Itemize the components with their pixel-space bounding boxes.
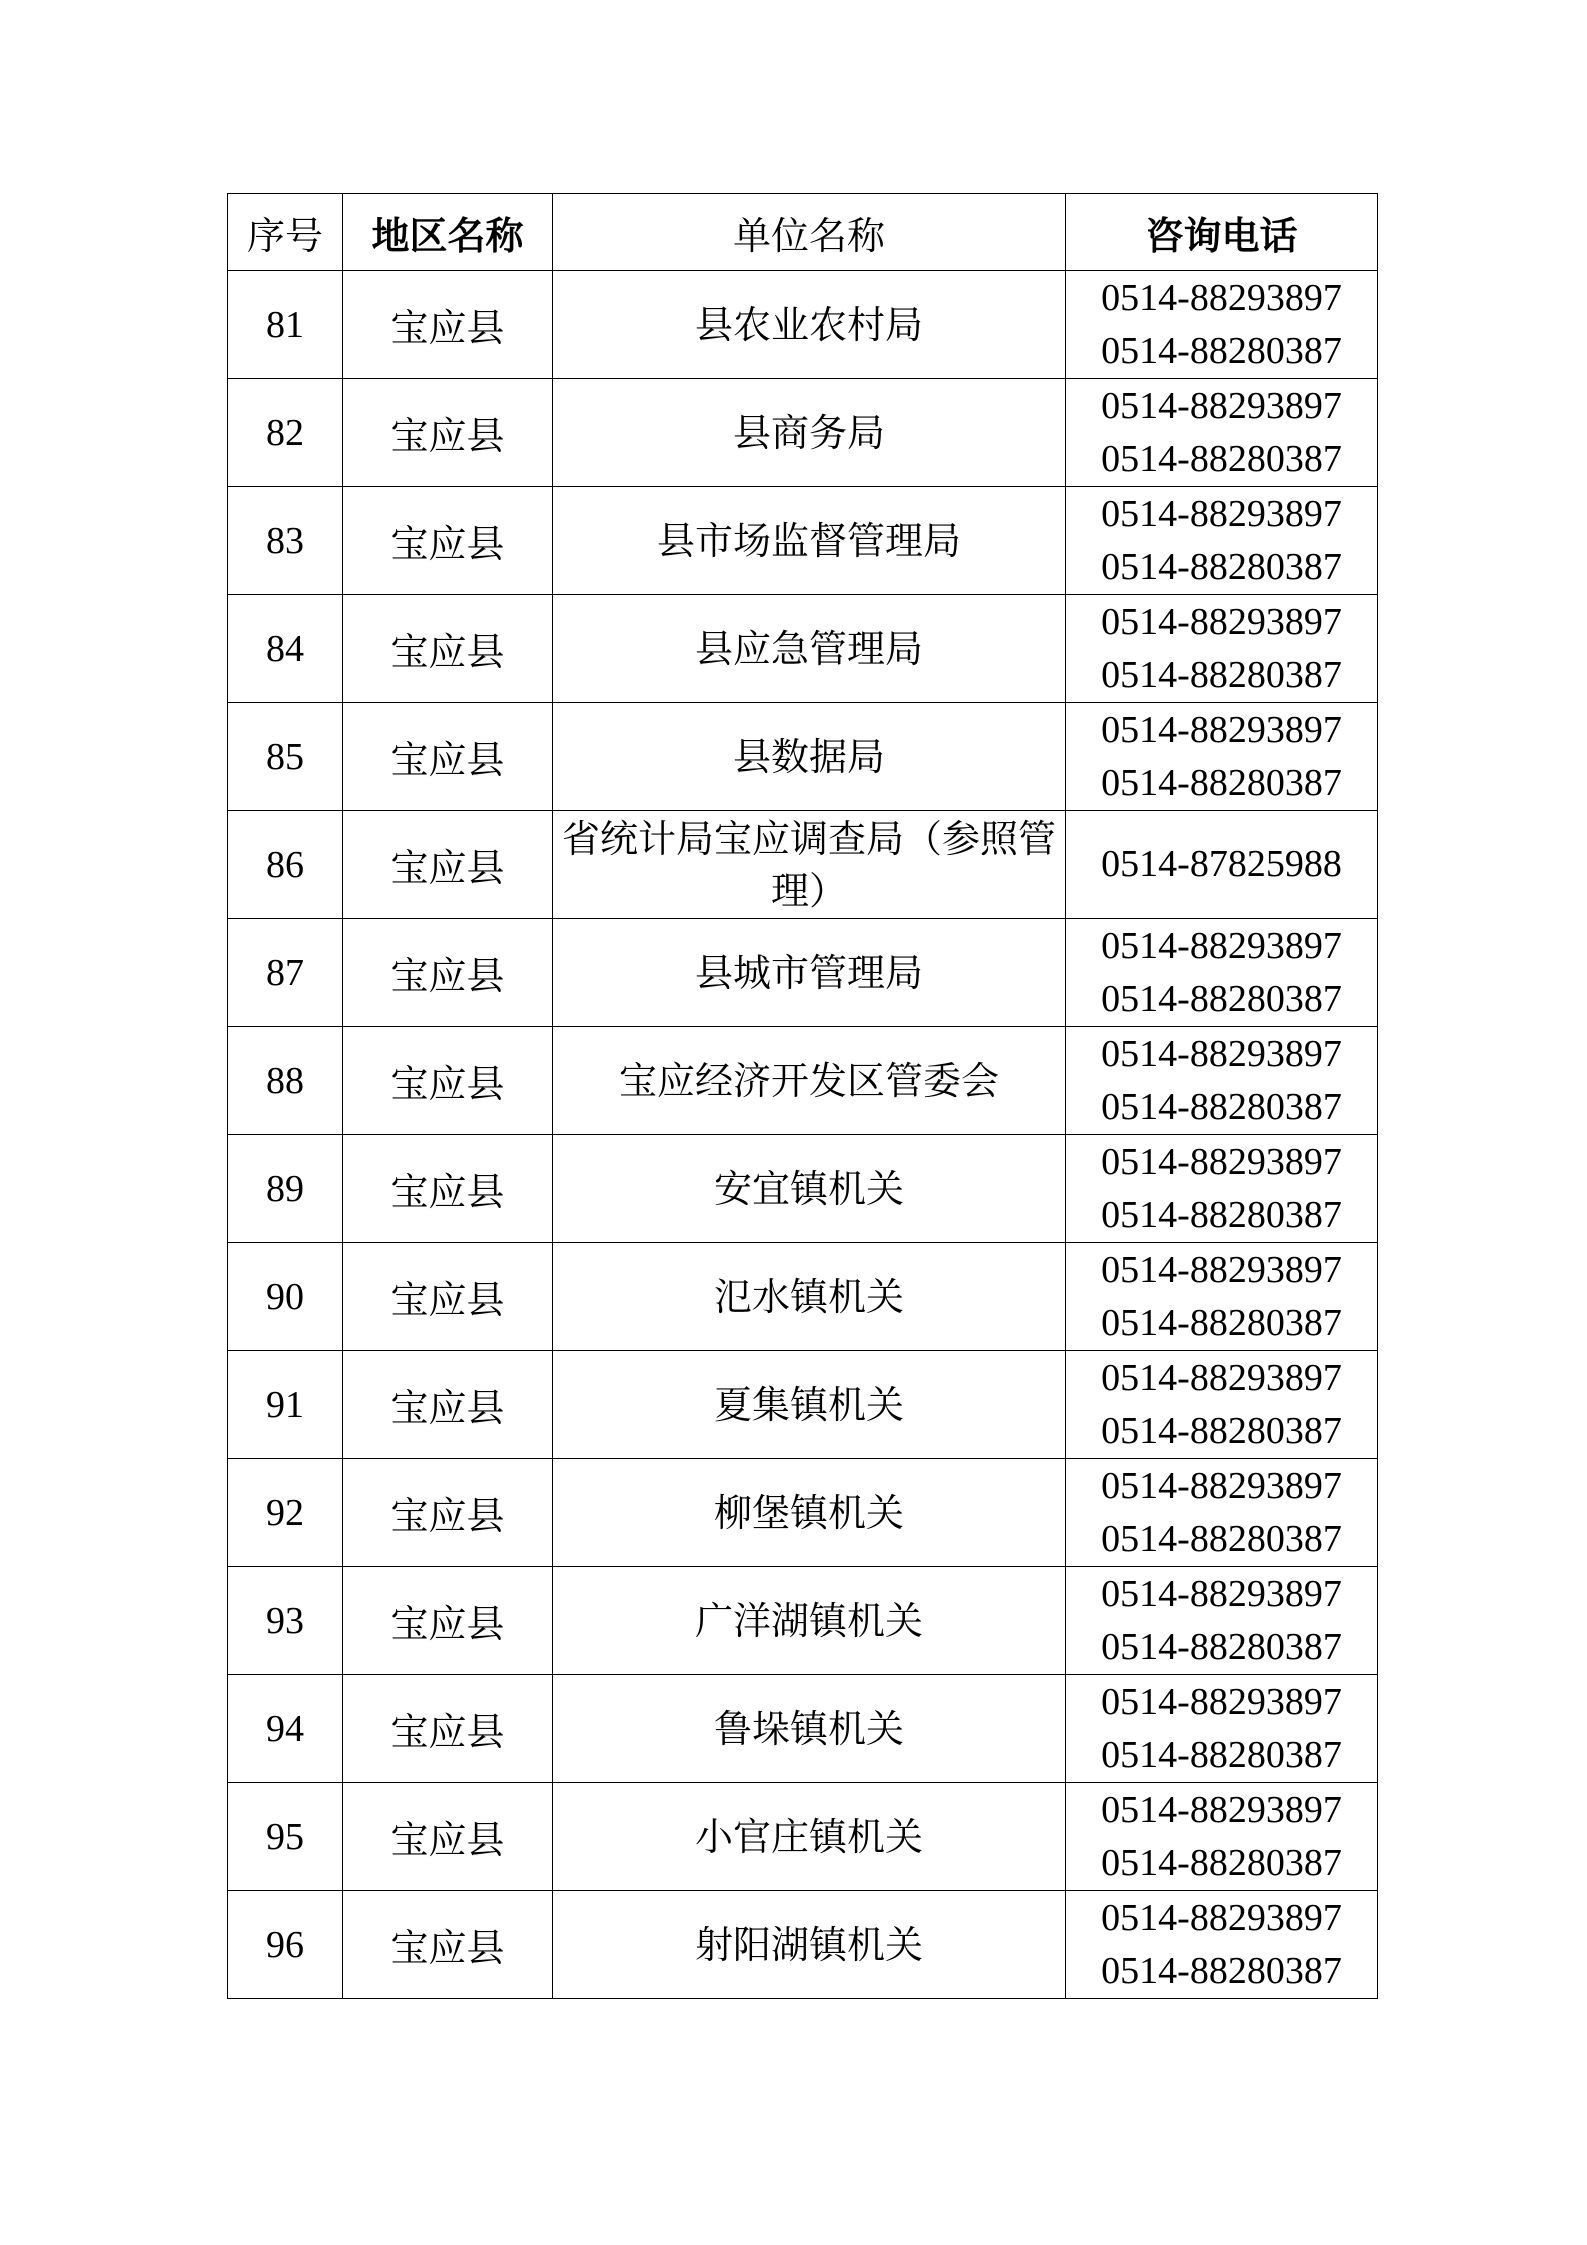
row-region: 宝应县	[343, 595, 553, 703]
table-row	[228, 1783, 1378, 1891]
row-region: 宝应县	[343, 1891, 553, 1999]
table-row	[228, 1351, 1378, 1459]
phone-number: 0514-88280387	[1101, 1085, 1342, 1128]
row-region: 宝应县	[343, 487, 553, 595]
phone-number: 0514-88280387	[1101, 977, 1342, 1020]
row-seq: 82	[228, 379, 343, 487]
phone-number: 0514-88293897	[1101, 384, 1342, 427]
phone-number: 0514-88293897	[1101, 1572, 1342, 1615]
row-unit: 县农业农村局	[553, 271, 1066, 379]
row-seq: 91	[228, 1351, 343, 1459]
phone-number: 0514-88293897	[1101, 708, 1342, 751]
row-unit: 鲁垛镇机关	[553, 1675, 1066, 1783]
phone-number: 0514-88280387	[1101, 1193, 1342, 1236]
table-row	[228, 1027, 1378, 1135]
row-unit: 广洋湖镇机关	[553, 1567, 1066, 1675]
table-row	[228, 595, 1378, 703]
table-row	[228, 919, 1378, 1027]
row-seq: 89	[228, 1135, 343, 1243]
row-phone	[1066, 379, 1378, 487]
row-unit: 宝应经济开发区管委会	[553, 1027, 1066, 1135]
table-row	[228, 271, 1378, 379]
row-seq: 85	[228, 703, 343, 811]
row-region: 宝应县	[343, 919, 553, 1027]
row-seq: 90	[228, 1243, 343, 1351]
table-row	[228, 1243, 1378, 1351]
row-phone	[1066, 271, 1378, 379]
row-unit: 县数据局	[553, 703, 1066, 811]
phone-number: 0514-88293897	[1101, 1032, 1342, 1075]
phone-number: 0514-88280387	[1101, 545, 1342, 588]
phone-number: 0514-88293897	[1101, 1680, 1342, 1723]
phone-number: 0514-88280387	[1101, 1517, 1342, 1560]
table-row	[228, 379, 1378, 487]
row-phone	[1066, 1027, 1378, 1135]
table-row	[228, 1459, 1378, 1567]
row-unit: 夏集镇机关	[553, 1351, 1066, 1459]
table-row	[228, 1891, 1378, 1999]
row-region: 宝应县	[343, 703, 553, 811]
phone-number: 0514-88293897	[1101, 492, 1342, 535]
row-phone	[1066, 1675, 1378, 1783]
row-seq: 83	[228, 487, 343, 595]
row-region: 宝应县	[343, 1027, 553, 1135]
row-region: 宝应县	[343, 379, 553, 487]
row-seq: 96	[228, 1891, 343, 1999]
table-row	[228, 1135, 1378, 1243]
row-phone	[1066, 1891, 1378, 1999]
table-row	[228, 1567, 1378, 1675]
phone-number: 0514-88280387	[1101, 653, 1342, 696]
row-region: 宝应县	[343, 271, 553, 379]
row-phone	[1066, 487, 1378, 595]
header-unit: 单位名称	[553, 194, 1066, 271]
phone-number: 0514-88280387	[1101, 1301, 1342, 1344]
row-phone	[1066, 1351, 1378, 1459]
row-phone	[1066, 595, 1378, 703]
phone-number: 0514-88280387	[1101, 761, 1342, 804]
row-unit: 省统计局宝应调查局（参照管理）	[553, 811, 1066, 919]
phone-number: 0514-88293897	[1101, 924, 1342, 967]
row-seq: 92	[228, 1459, 343, 1567]
phone-number: 0514-88293897	[1101, 1896, 1342, 1939]
row-phone	[1066, 919, 1378, 1027]
row-unit: 县城市管理局	[553, 919, 1066, 1027]
row-unit: 县商务局	[553, 379, 1066, 487]
row-phone	[1066, 1243, 1378, 1351]
header-row	[228, 194, 1378, 271]
phone-number: 0514-88293897	[1101, 1356, 1342, 1399]
row-unit: 县市场监督管理局	[553, 487, 1066, 595]
phone-number: 0514-88280387	[1101, 1409, 1342, 1452]
row-unit: 小官庄镇机关	[553, 1783, 1066, 1891]
row-region: 宝应县	[343, 811, 553, 919]
phone-number: 0514-88293897	[1101, 276, 1342, 319]
table-body	[228, 271, 1378, 1999]
phone-number: 0514-88280387	[1101, 329, 1342, 372]
row-unit: 县应急管理局	[553, 595, 1066, 703]
phone-number: 0514-88280387	[1101, 1733, 1342, 1776]
row-seq: 95	[228, 1783, 343, 1891]
table-header	[228, 194, 1378, 271]
header-region: 地区名称	[343, 194, 553, 271]
phone-number: 0514-88280387	[1101, 1625, 1342, 1668]
row-region: 宝应县	[343, 1567, 553, 1675]
row-phone	[1066, 811, 1378, 919]
phone-number: 0514-88280387	[1101, 1841, 1342, 1884]
row-phone	[1066, 703, 1378, 811]
row-region: 宝应县	[343, 1783, 553, 1891]
table-row	[228, 703, 1378, 811]
contact-table	[227, 193, 1378, 1999]
row-seq: 86	[228, 811, 343, 919]
row-unit: 氾水镇机关	[553, 1243, 1066, 1351]
row-seq: 94	[228, 1675, 343, 1783]
header-phone: 咨询电话	[1066, 194, 1378, 271]
row-phone	[1066, 1783, 1378, 1891]
row-unit: 柳堡镇机关	[553, 1459, 1066, 1567]
row-unit: 射阳湖镇机关	[553, 1891, 1066, 1999]
phone-number: 0514-87825988	[1101, 843, 1342, 885]
row-unit: 安宜镇机关	[553, 1135, 1066, 1243]
row-phone	[1066, 1135, 1378, 1243]
row-region: 宝应县	[343, 1351, 553, 1459]
phone-number: 0514-88293897	[1101, 1248, 1342, 1291]
row-seq: 88	[228, 1027, 343, 1135]
table-row	[228, 487, 1378, 595]
table-row	[228, 1675, 1378, 1783]
phone-number: 0514-88280387	[1101, 1949, 1342, 1992]
row-region: 宝应县	[343, 1243, 553, 1351]
row-seq: 93	[228, 1567, 343, 1675]
table-row	[228, 811, 1378, 919]
row-region: 宝应县	[343, 1459, 553, 1567]
row-seq: 87	[228, 919, 343, 1027]
header-seq: 序号	[228, 194, 343, 271]
row-region: 宝应县	[343, 1675, 553, 1783]
row-phone	[1066, 1567, 1378, 1675]
phone-number: 0514-88293897	[1101, 1788, 1342, 1831]
phone-number: 0514-88293897	[1101, 600, 1342, 643]
row-phone	[1066, 1459, 1378, 1567]
row-seq: 81	[228, 271, 343, 379]
phone-number: 0514-88293897	[1101, 1140, 1342, 1183]
phone-number: 0514-88280387	[1101, 437, 1342, 480]
phone-number: 0514-88293897	[1101, 1464, 1342, 1507]
row-region: 宝应县	[343, 1135, 553, 1243]
row-seq: 84	[228, 595, 343, 703]
